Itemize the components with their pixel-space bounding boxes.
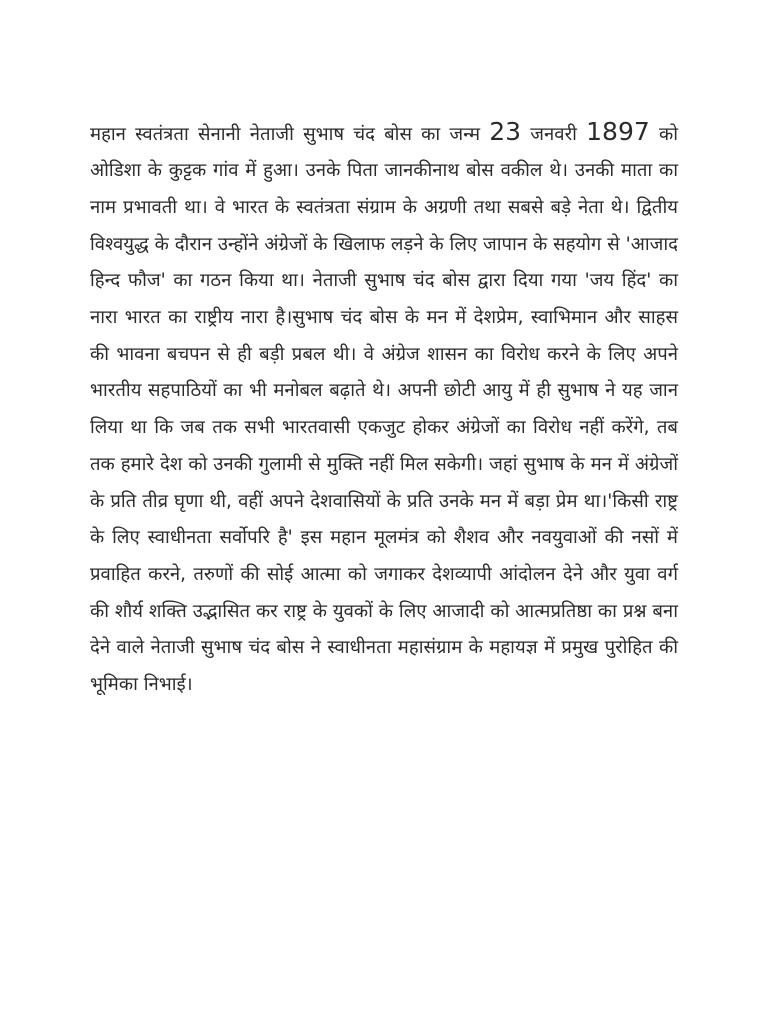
paragraph-text-part-1: महान स्वतंत्रता सेनानी नेताजी सुभाष चंद बोस का जन्म <box>90 123 490 145</box>
body-paragraph <box>90 114 678 704</box>
birth-year-number: 1897 <box>586 116 650 146</box>
birth-day-number: 23 <box>489 116 522 146</box>
paragraph-text-part-2: जनवरी <box>521 123 587 145</box>
paragraph-text-part-3: को ओडिशा के कुट्टक गांव में हुआ। उनके पिता जानकीनाथ बोस वकील थे। उनकी माता का नाम प्रभावती था। वे भारत के स्वतंत्रता संग्राम के अग्रणी तथा सबसे बड़े नेता थे। द्वितीय विश्वयुद्ध के दौरान उन्होंने अंग्रेजों के खिलाफ लड़ने के लिए जापान के सहयोग से 'आजाद हिन्द फौज' का गठन किया था। नेताजी सुभाष चंद बोस द्वारा दिया गया 'जय हिंद' का नारा भारत का राष्ट्रीय नारा है।सुभाष चंद बोस के मन में देशप्रेम, स्वाभिमान और साहस की भावना बचपन से ही बड़ी प्रबल थी। वे अंग्रेज शासन का विरोध करने के लिए अपने भारतीय सहपाठियों का भी मनोबल बढ़ाते थे। अपनी छोटी आयु में ही सुभाष ने यह जान लिया था कि जब तक सभी भारतवासी एकजुट होकर अंग्रेजों का विरोध नहीं करेंगे, तब तक हमारे देश को उनकी गुलामी से मुक्ति नहीं मिल सकेगी। जहां सुभाष के मन में अंग्रेजों के प्रति तीव्र घृणा थी, वहीं अपने देशवासियों के प्रति उनके मन में बड़ा प्रेम था।'किसी राष्ट्र के लिए स्वाधीनता सर्वोपरि है' इस महान मूलमंत्र को शैशव और नवयुवाओं की नसों में प्रवाहित करने, तरुणों की सोई आत्मा को जगाकर देशव्यापी आंदोलन देने और युवा वर्ग की शौर्य शक्ति उद्भासित कर राष्ट्र के युवकों के लिए आजादी को आत्मप्रतिष्ठा का प्रश्न बना देने वाले नेताजी सुभाष चंद बोस ने स्वाधीनता महासंग्राम के महायज्ञ में प्रमुख पुरोहित की भूमिका निभाई। <box>90 123 678 696</box>
